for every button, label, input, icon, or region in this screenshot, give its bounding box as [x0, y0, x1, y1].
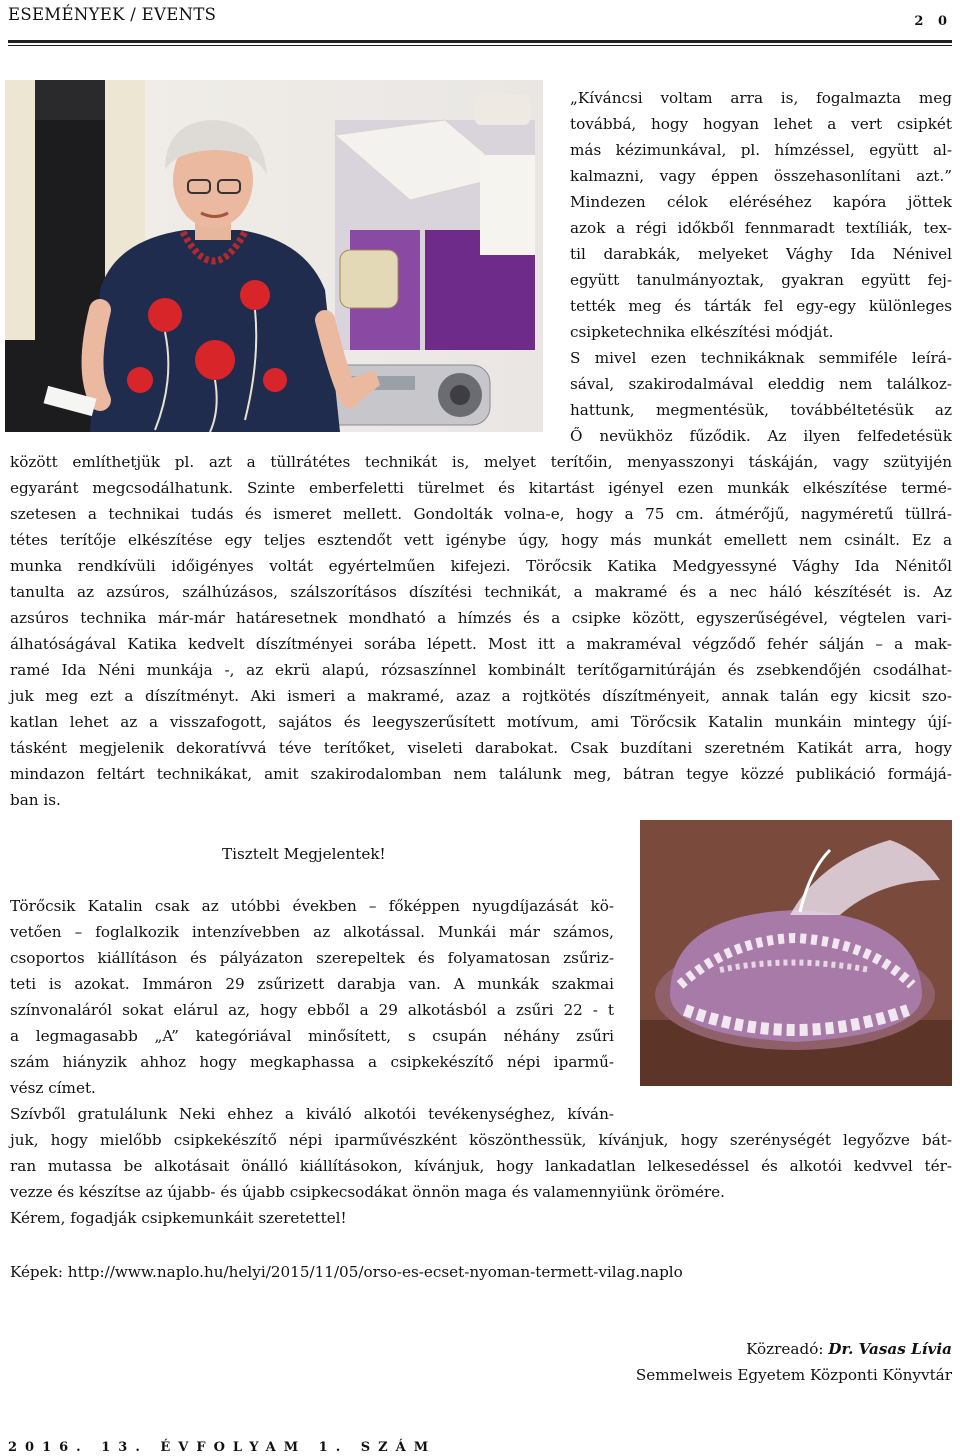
text-line: a legmagasabb „A” kategóriával minősített, s csupán néhány zsűri [10, 1027, 614, 1045]
text-line: Kérem, fogadják csipkemunkáit szeretettel! [10, 1209, 347, 1227]
text-line: ramé Ida Néni munkája -, az ekrü alapú, rózsaszínnel kombinált terítőgarnitúráján és zsebkendőjén csodálhat- [10, 661, 952, 679]
text-line: vetően – foglalkozik intenzívebben az alkotással. Munkái már számos, [10, 923, 614, 941]
text-line: „Kíváncsi voltam arra is, fogalmazta meg [570, 89, 952, 107]
text-line: csoportos kiállításon és pályázaton szerepeltek és folyamatosan zsűriz- [10, 949, 614, 967]
text-line: hattunk, megmentésük, továbbéltetésük az [570, 401, 952, 419]
text-line: til darabkák, melyeket Vághy Ida Nénivel [570, 245, 952, 263]
text-line: egyaránt megcsodálhatunk. Szinte emberfeletti türelmet és kitartást igényel ezen munkák elkészítése termé- [10, 479, 952, 497]
portrait-photo [5, 80, 543, 432]
text-line: vezze és készítse az újabb- és újabb csipkecsodákat önnön maga és valamennyiünk örömére. [10, 1183, 725, 1201]
issue-footer: 2016. 13. ÉVFOLYAM 1. SZÁM [8, 1440, 437, 1455]
text-line: kalmazni, vagy éppen összehasonlítani azt.” [570, 167, 952, 185]
text-line: továbbá, hogy hogyan lehet a vert csipkét [570, 115, 952, 133]
text-line: juk meg ezt a díszítményt. Aki ismeri a makramé, azaz a rojtkötés díszítményeit, annak talán egy kicsit szo- [10, 687, 952, 705]
text-line: vész címet. [10, 1079, 96, 1097]
text-line: ran mutassa be alkotásait önálló kiállításokon, kívánjuk, hogy lankadatlan lelkesedéssel és alkotói kedvvel tér- [10, 1157, 952, 1175]
text-line: Szívből gratulálunk Neki ehhez a kiváló alkotói tevékenységhez, kíván- [10, 1105, 614, 1123]
section-title: ESEMÉNYEK / EVENTS [8, 5, 217, 24]
closing-paragraph [10, 893, 614, 1127]
text-line: tásként megjelenik dekoratívvá téve terítőket, viseleti darabokat. Csak buzdítani szeretném Katikát arra, hogy [10, 739, 952, 757]
signature [400, 1336, 952, 1388]
text-line: katlan lehet az a visszafogott, sajátos és leegyszerűsített motívum, ami Törőcsik Katalin munkáin mintegy újí- [10, 713, 952, 731]
text-line: között említhetjük pl. azt a tüllrátétes technikát is, melyet terítőin, menyasszonyi táskáján, vagy szütyijén [10, 453, 952, 471]
text-line: Mindezen célok eléréséhez kapóra jöttek [570, 193, 952, 211]
portrait-illustration [5, 80, 543, 432]
text-line: színvonaláról sokat elárul az, hogy ebből a 29 alkotásból a zsűri 22 - t [10, 1001, 614, 1019]
text-line: tétes terítője elkészítése egy teljes esztendőt vett igénybe úgy, hogy más munkát emellett nem csinált. Ez a [10, 531, 952, 549]
image-source: Képek: http://www.naplo.hu/helyi/2015/11/05/orso-es-ecset-nyoman-termett-vilag.naplo [10, 1263, 683, 1281]
main-paragraph [10, 449, 952, 813]
text-line: szetesen a technikai tudás és ismeret mellett. Gondolták volna-e, hogy a 75 cm. átmérőjű, nagyméretű tüllrá- [10, 505, 952, 523]
text-line: juk, hogy mielőbb csipkekészítő népi iparművészként köszönthessük, kívánjuk, hogy szerénységét legyőzve bát- [10, 1131, 952, 1149]
page-number: 2 0 [914, 14, 952, 29]
signature-line [400, 1336, 952, 1362]
lace-hat-photo [640, 820, 952, 1086]
text-line: sával, szakirodalmával eleddig nem találkoz- [570, 375, 952, 393]
lace-hat-illustration [640, 820, 952, 1086]
text-line: tanulta az azsúros, szálhúzásos, szálszorításos díszítési technikát, a makramé és a nec háló készítését is. Az [10, 583, 952, 601]
text-line: S mivel ezen technikáknak semmiféle leírá- [570, 349, 952, 367]
signature-prefix: Közreadó: [746, 1340, 829, 1358]
text-line: mindazon feltárt technikákat, amit szakirodalomban nem találunk meg, bátran tegye közzé publikáció formájá- [10, 765, 952, 783]
intro-paragraph [570, 85, 952, 449]
text-line: csipketechnika elkészítési módját. [570, 323, 834, 341]
text-line: azsúros technika már-már határesetnek mondható a hímzés és a csipke között, egyszerűségével, végtelen vari- [10, 609, 952, 627]
text-line: tették meg és tárták fel egy-egy különleges [570, 297, 952, 315]
text-line: álhatóságával Katika kedvelt díszítményei sorába lépett. Most itt a makraméval végződő fehér sálján – a mak- [10, 635, 952, 653]
text-line: ban is. [10, 791, 61, 809]
text-line: más kézimunkával, pl. hímzéssel, együtt al- [570, 141, 952, 159]
signature-name: Dr. Vasas Lívia [828, 1340, 952, 1358]
header-rule [8, 40, 952, 43]
page-header [8, 2, 952, 42]
text-line: munka rendkívüli időigényes voltát egyértelműen kifejezi. Törőcsik Katika Medgyessyné Vághy Ida Nénitől [10, 557, 952, 575]
greeting: Tisztelt Megjelentek! [222, 845, 386, 863]
text-line: Törőcsik Katalin csak az utóbbi években – főképpen nyugdíjazását kö- [10, 897, 614, 915]
text-line: azok a régi időkből fennmaradt textíliák, tex- [570, 219, 952, 237]
header-rule-thin [8, 45, 952, 46]
text-line: Ő nevükhöz fűződik. Az ilyen felfedetésük [570, 427, 952, 445]
signature-institution: Semmelweis Egyetem Központi Könyvtár [635, 1366, 952, 1384]
final-paragraph [10, 1127, 952, 1231]
text-line: teti is azokat. Immáron 29 zsűrizett darabja van. A munkák szakmai [10, 975, 614, 993]
text-line: szám hiányzik ahhoz hogy megkaphassa a csipkekészítő népi iparmű- [10, 1053, 614, 1071]
text-line: együtt tanulmányoztak, gyakran együtt fej- [570, 271, 952, 289]
